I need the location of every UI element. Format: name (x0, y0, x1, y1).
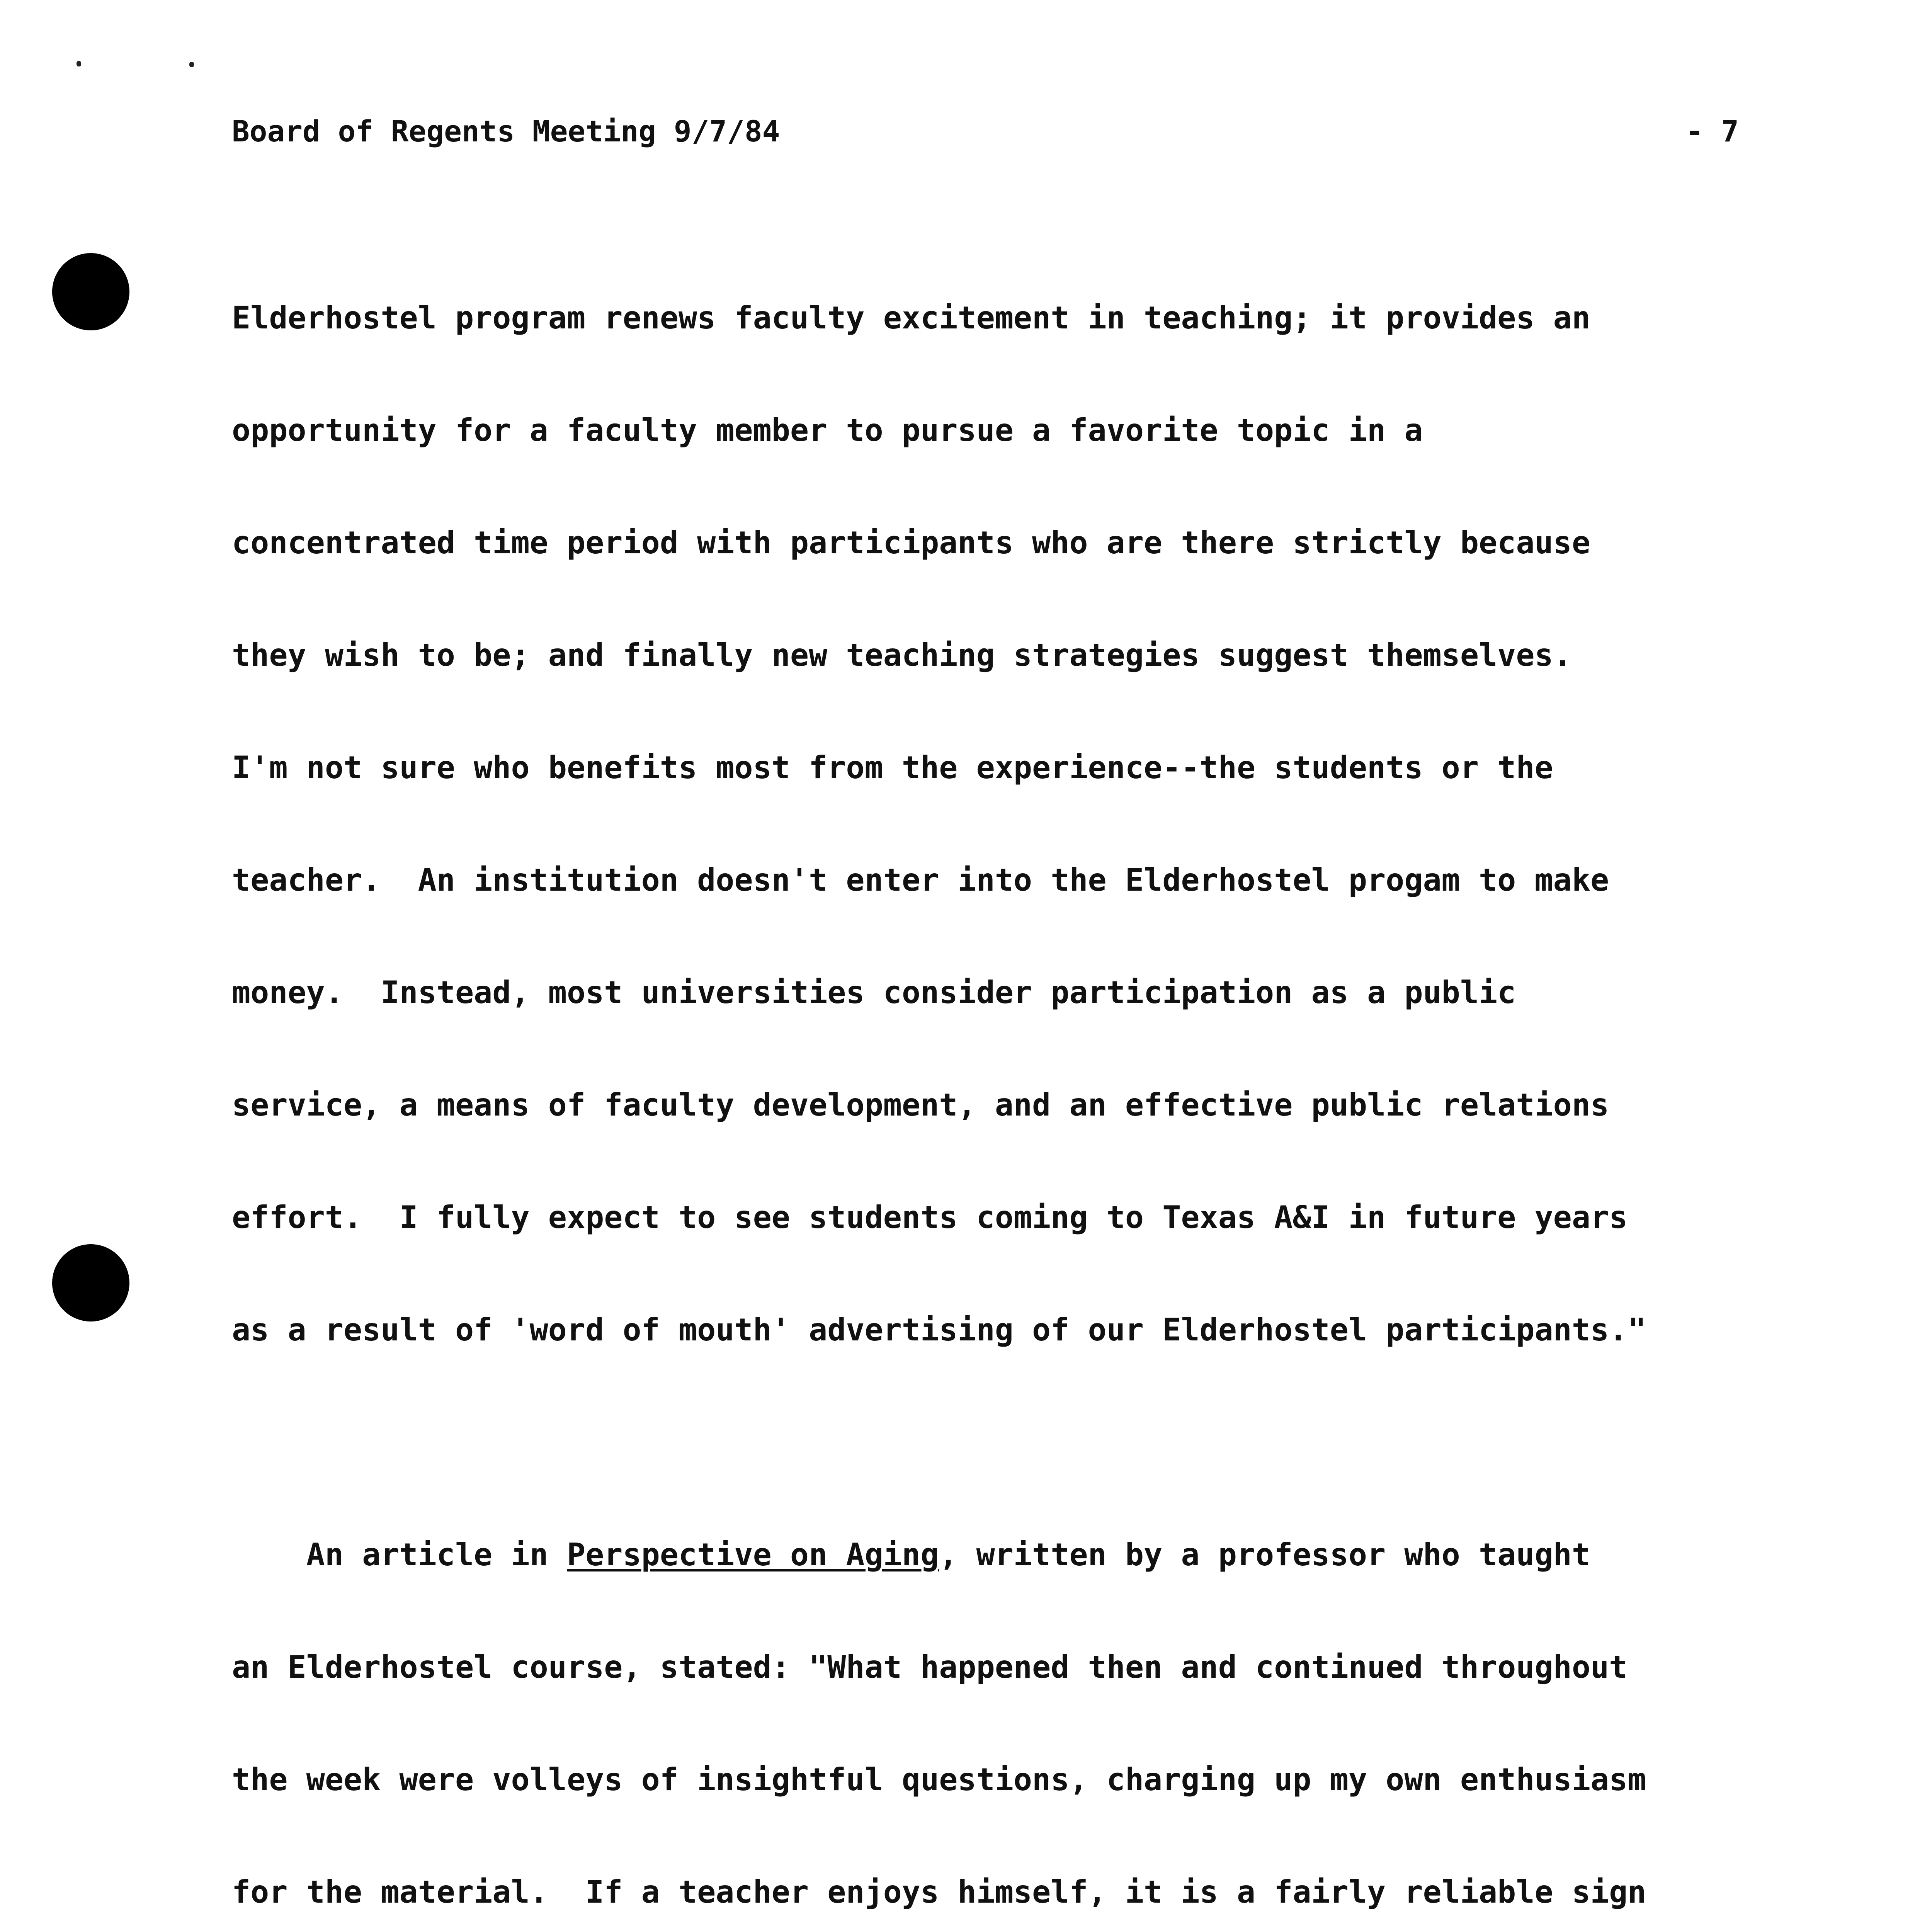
document-body (232, 224, 1816, 1932)
text-line: for the material. If a teacher enjoys himself, it is a fairly reliable sign (232, 1874, 1646, 1910)
page-number: - 7 (1685, 114, 1739, 148)
text-line: Elderhostel program renews faculty excitement in teaching; it provides an (232, 300, 1590, 336)
paragraph (232, 1461, 1816, 1932)
punch-hole (52, 1244, 129, 1321)
text-line: an Elderhostel course, stated: "What happened then and continued throughout (232, 1649, 1628, 1685)
punch-hole (52, 253, 129, 330)
text-line (232, 1536, 1816, 1573)
text-line: the week were volleys of insightful questions, charging up my own enthusiasm (232, 1762, 1646, 1798)
scan-speck (77, 61, 81, 66)
text-line: I'm not sure who benefits most from the experience--the students or the (232, 750, 1553, 786)
text-line: money. Instead, most universities consider participation as a public (232, 975, 1516, 1010)
publication-title: Perspective on Aging (566, 1537, 939, 1573)
text-line: effort. I fully expect to see students coming to Texas A&I in future years (232, 1199, 1628, 1235)
text-line: teacher. An institution doesn't enter into the Elderhostel progam to make (232, 862, 1609, 898)
text-line: opportunity for a faculty member to pursue a favorite topic in a (232, 412, 1423, 448)
paragraph (232, 224, 1816, 1423)
text-run: , written by a professor who taught (939, 1537, 1590, 1573)
page-header (232, 112, 1739, 151)
text-line: service, a means of faculty development, and an effective public relations (232, 1087, 1609, 1123)
text-line: they wish to be; and finally new teaching strategies suggest themselves. (232, 637, 1572, 673)
text-line: as a result of 'word of mouth' advertising of our Elderhostel participants." (232, 1312, 1646, 1348)
meeting-title: Board of Regents Meeting 9/7/84 (232, 114, 780, 148)
text-line: concentrated time period with participants who are there strictly because (232, 525, 1590, 561)
text-run: An article in (232, 1537, 567, 1573)
scan-speck (189, 62, 194, 67)
